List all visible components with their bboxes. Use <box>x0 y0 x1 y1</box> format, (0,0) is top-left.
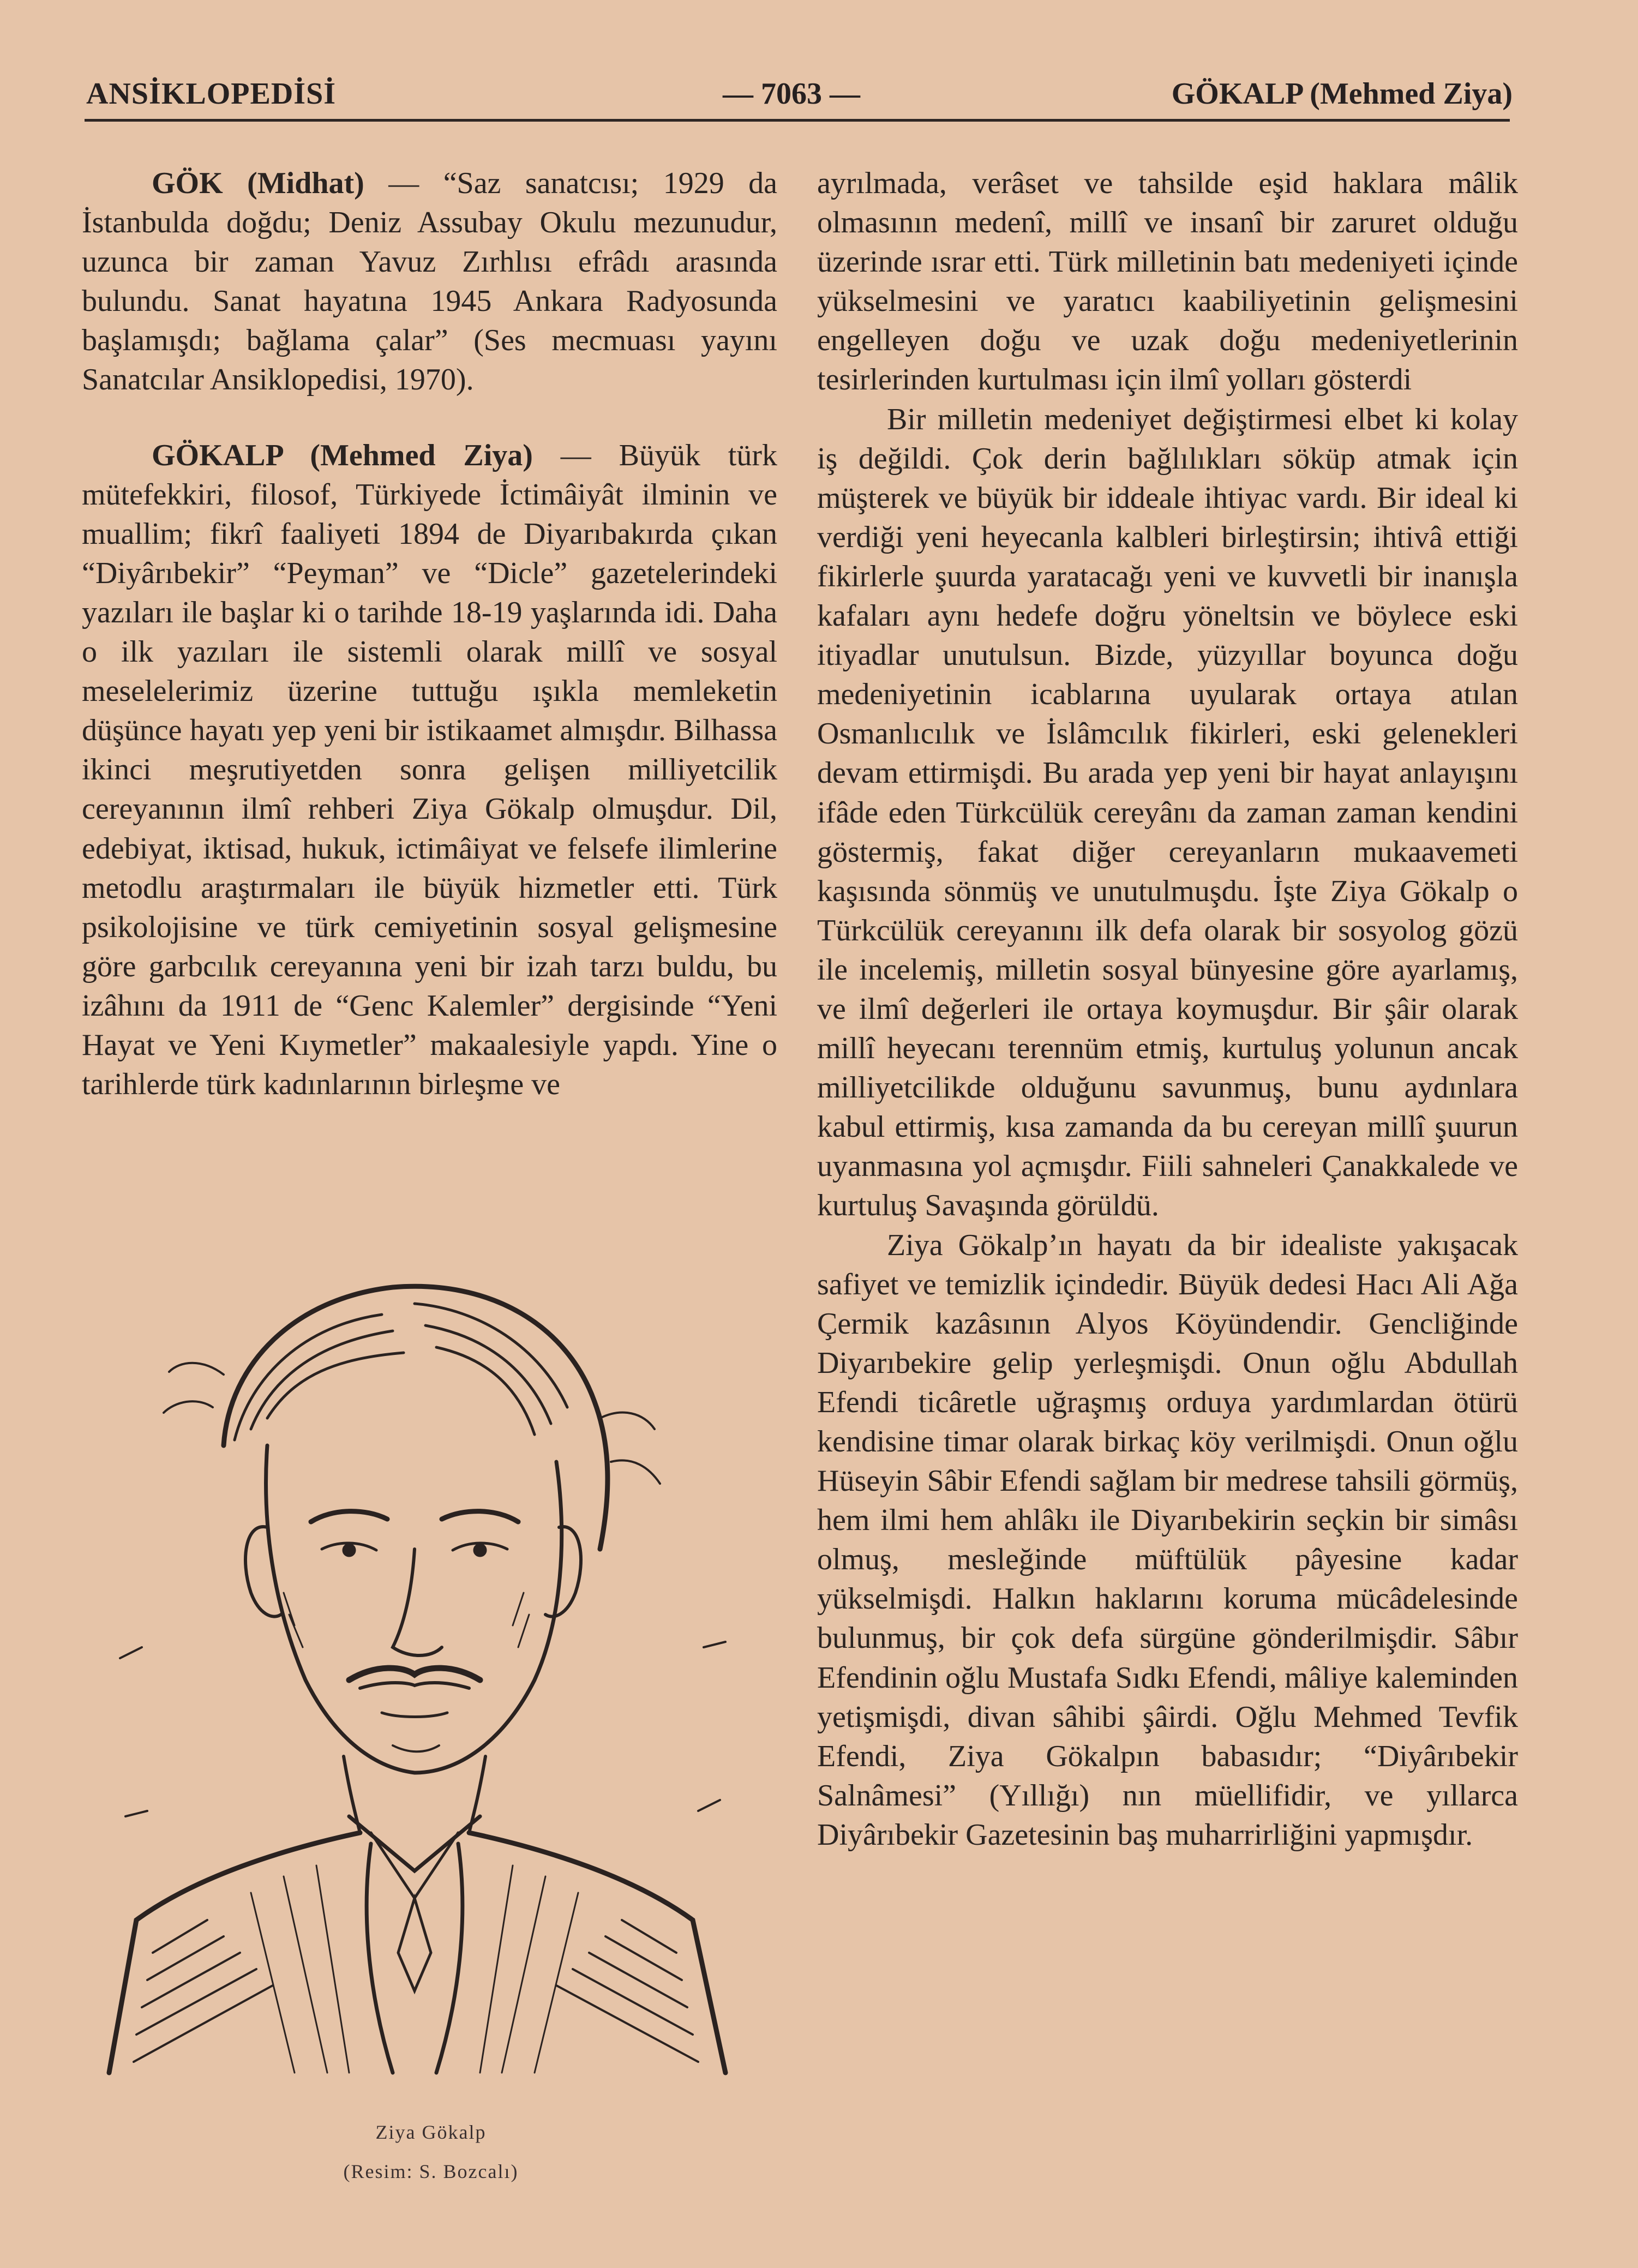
paragraph: ayrılmada, verâset ve tahsilde eşid haklara mâlik olmasının medenî, millî ve insanî bir zaruret olduğu üzerinde ısrar etti. Türk milletinin batı medeniyeti içinde yükselmesini ve yaratıcı kaabiliyetinin gelişmesini engelleyen doğu ve uzak doğu medeniyetlerinin tesirlerinden kurtulması için ilmî yolları gösterdi <box>817 166 1518 397</box>
entry-gok-midhat <box>82 164 777 400</box>
left-column <box>82 164 777 1104</box>
portrait-caption: Ziya Gökalp <box>375 2121 487 2143</box>
running-header-right: GÖKALP (Mehmed Ziya) <box>1171 77 1513 111</box>
entry-body: — “Saz sanatcısı; 1929 da İstanbulda doğdu; Deniz Assubay Okulu mezunudur, uzunca bir zaman Yavuz Zırhlısı efrâdı arasında bulundu. Sanat hayatına 1945 Ankara Radyosunda başlamışdı; bağlama çalar” (Ses mecmuası yayını Sanatcılar Ansiklopedisi, 1970). <box>82 166 777 397</box>
portrait-illustration <box>87 1265 753 2084</box>
portrait-credit: (Resim: S. Bozcalı) <box>343 2161 519 2182</box>
paragraph: Ziya Gökalp’ın hayatı da bir idealiste yakışacak safiyet ve temizlik içindedir. Büyük dedesi Hacı Ali Ağa Çermik kazâsının Alyos Köyündendir. Gencliğinde Diyarıbekire gelip yerleşmişdi. Onun oğlu Abdullah Efendi ticâretle uğraşmış orduya yardımlardan ötürü kendisine timar olarak birkaç köy verilmişdi. Onun oğlu Hüseyin Sâbir Efendi sağlam bir medrese tahsili görmüş, hem ilmi hem ahlâkı ile Diyarıbekirin seçkin bir simâsı olmuş, mesleğinde müftülük pâyesine kadar yükselmişdi. Halkın haklarını koruma mücâdelesinde bulunmuş, bir çok defa sürgüne gönderilmişdir. Sâbır Efendinin oğlu Mustafa Sıdkı Efendi, mâliye kaleminden yetişmişdi, divan sâhibi şâirdi. Oğlu Mehmed Tevfik Efendi, Ziya Gökalpın babasıdır; “Diyârıbekir Salnâmesi” (Yıllığı) nın müellifidir, ve yıllarca Diyârıbekir Gazetesinin baş muharrirliğini yapmışdır. <box>817 1228 1518 1852</box>
right-column <box>817 164 1518 1855</box>
header-rule <box>85 119 1510 122</box>
entry-body: — Büyük türk mütefekkiri, filosof, Türkiyede İctimâiyât ilminin ve muallim; fikrî faaliyeti 1894 de Diyarıbakırda çıkan “Diyârıbekir” “Peyman” ve “Dicle” gazetelerindeki yazıları ile başlar ki o tarihde 18-19 yaşlarında idi. Daha o ilk yazıları ile sistemli olarak millî ve sosyal meselelerimiz üzerine tuttuğu ışıkla memleketin düşünce hayatı yep yeni bir istikaamet almışdır. Bilhassa ikinci meşrutiyetden sonra gelişen milliyetcilik cereyanının ilmî rehberi Ziya Gökalp olmuşdur. Dil, edebiyat, iktisad, hukuk, ictimâiyat ve felsefe ilimlerine metodlu araştırmaları ile büyük hizmetler etti. Türk psikolojisine ve türk cemiyetinin sosyal gelişmesine göre garbcılık cereyanına yeni bir izah tarzı buldu, bu izâhını da 1911 de “Genc Kalemler” dergisinde “Yeni Hayat ve Yeni Kıymetler” makaalesiyle yapdı. Yine o tarihlerde türk kadınlarının birleşme ve <box>82 438 777 1102</box>
paragraph: Bir milletin medeniyet değiştirmesi elbet ki kolay iş değildi. Çok derin bağlılıkları söküp atmak için müşterek ve büyük bir iddeale ihtiyac vardı. Bir ideal ki verdiği yeni heyecanla kalbleri birleştirsin; ihtivâ ettiği fikirlerle şuurda yaratacağı yeni ve kuvvetli bir inanışla kafaları aynı hedefe doğru yöneltsin ve böylece eski itiyadlar unutulsun. Bizde, yüzyıllar boyunca doğu medeniyetinin icablarına uyularak ortaya atılan Osmanlıcılık ve İslâmcılık fikirleri, eski gelenekleri devam ettirmişdi. Bu arada yep yeni bir hayat anlayışını ifâde eden Türkcülük cereyânı da zaman zaman kendini göstermiş, fakat diğer cereyanların mukaavemeti kaşısında sönmüş ve unutulmuşdu. İşte Ziya Gökalp o Türkcülük cereyanını ilk defa olarak bir sosyolog gözü ile incelemiş, milletin sosyal bünyesine göre ayarlamış, ve ilmî değerleri ile ortaya koymuşdur. Bir şâir olarak millî heyecanı terennüm etmiş, kurtuluş yolunun ancak milliyetcilikde olduğunu savunmuş, bunu aydınlara kabul ettirmiş, kısa zamanda da bu cereyan millî şuurun uyanmasına yol açmışdır. Fiili sahneleri Çanakkalede ve kurtuluş Savaşında görüldü. <box>817 402 1518 1223</box>
entry-headword: GÖK (Midhat) <box>152 166 364 200</box>
entry-headword: GÖKALP (Mehmed Ziya) <box>152 438 533 472</box>
running-header-left: ANSİKLOPEDİSİ <box>86 77 337 111</box>
paragraph-gap <box>82 400 777 436</box>
page-number: — 7063 — <box>723 77 860 111</box>
entry-gokalp <box>82 436 777 1105</box>
